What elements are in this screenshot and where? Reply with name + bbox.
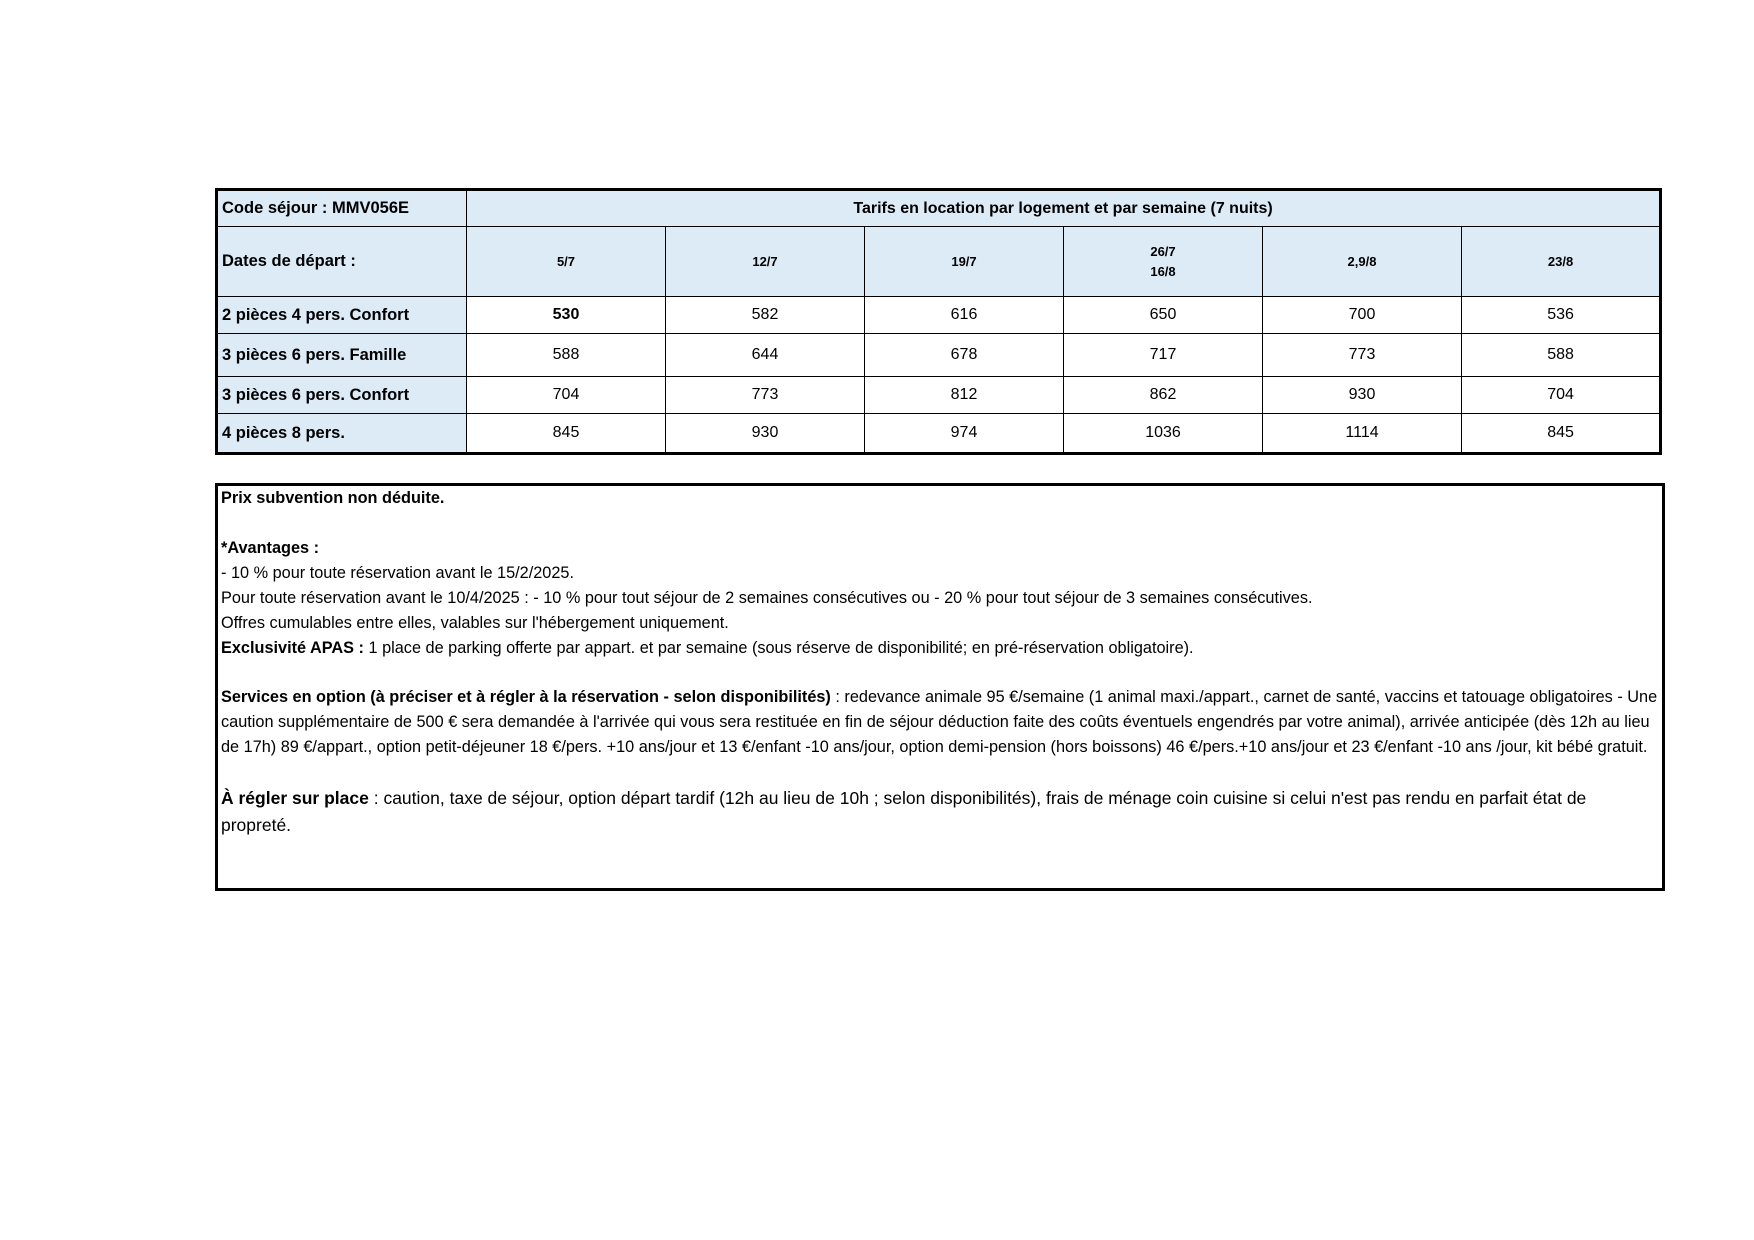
dates-row [217, 227, 1661, 297]
price-cell: 845 [467, 414, 666, 454]
price-cell: 773 [666, 377, 865, 414]
price-cell: 1114 [1263, 414, 1462, 454]
date-header: 2,9/8 [1263, 227, 1462, 297]
cumulative-offers-note: Offres cumulables entre elles, valables sur l'hébergement uniquement. [221, 614, 729, 632]
table-header-row [217, 190, 1661, 227]
advantages-title: *Avantages : [221, 539, 320, 557]
accommodation-label: 4 pièces 8 pers. [217, 414, 467, 454]
price-cell: 588 [1462, 334, 1661, 377]
table-row [217, 297, 1661, 334]
advantage-multi-week: Pour toute réservation avant le 10/4/2025 : - 10 % pour tout séjour de 2 semaines consécutives ou - 20 % pour tout séjour de 3 semaines consécutives. [221, 589, 1313, 607]
subsidy-note: Prix subvention non déduite. [221, 489, 445, 507]
date-header: 5/7 [467, 227, 666, 297]
price-cell: 930 [666, 414, 865, 454]
exclusivity-note: Exclusivité APAS : 1 place de parking offerte par appart. et par semaine (sous réserve de disponibilité; en pré-réservation obligatoire). [221, 639, 1194, 657]
price-cell: 773 [1263, 334, 1462, 377]
on-site-payment-note: À régler sur place : caution, taxe de séjour, option départ tardif (12h au lieu de 10h ; selon disponibilités), frais de ménage coin cuisine si celui n'est pas rendu en parfait état de propreté. [221, 788, 1587, 835]
table-row [217, 334, 1661, 377]
price-cell: 588 [467, 334, 666, 377]
date-header: 26/7 16/8 [1064, 227, 1263, 297]
price-cell: 974 [865, 414, 1064, 454]
optional-services-note: Services en option (à préciser et à régler à la réservation - selon disponibilités) : redevance animale 95 €/semaine (1 animal maxi./appart., carnet de santé, vaccins et tatouage obligatoires - Une caution supplémentaire de 500 € sera demandée à l'arrivée qui vous sera restituée en fin de séjour déduction faite des coûts éventuels engendrés par votre animal), arrivée anticipée (dès 12h au lieu de 17h) 89 €/appart., option petit-déjeuner 18 €/pers. +10 ans/jour et 13 €/enfant -10 ans/jour, option demi-pension (hors boissons) 46 €/pers.+10 ans/jour et 23 €/enfant -10 ans /jour, kit bébé gratuit. [221, 688, 1658, 756]
price-cell: 530 [467, 297, 666, 334]
price-cell: 704 [1462, 377, 1661, 414]
date-header: 19/7 [865, 227, 1064, 297]
tariff-header: Tarifs en location par logement et par semaine (7 nuits) [467, 190, 1661, 227]
price-cell: 717 [1064, 334, 1263, 377]
price-cell: 1036 [1064, 414, 1263, 454]
date-header: 12/7 [666, 227, 865, 297]
departure-dates-label: Dates de départ : [217, 227, 467, 297]
conditions-box [215, 483, 1665, 891]
price-cell: 845 [1462, 414, 1661, 454]
price-cell: 862 [1064, 377, 1263, 414]
advantage-early-booking: - 10 % pour toute réservation avant le 15/2/2025. [221, 564, 574, 582]
price-cell: 650 [1064, 297, 1263, 334]
price-cell: 930 [1263, 377, 1462, 414]
price-table [215, 188, 1662, 455]
price-cell: 536 [1462, 297, 1661, 334]
accommodation-label: 3 pièces 6 pers. Confort [217, 377, 467, 414]
table-row [217, 377, 1661, 414]
table-row [217, 414, 1661, 454]
accommodation-label: 2 pièces 4 pers. Confort [217, 297, 467, 334]
price-cell: 700 [1263, 297, 1462, 334]
price-cell: 644 [666, 334, 865, 377]
price-cell: 582 [666, 297, 865, 334]
price-cell: 678 [865, 334, 1064, 377]
accommodation-label: 3 pièces 6 pers. Famille [217, 334, 467, 377]
stay-code-label: Code séjour : MMV056E [217, 190, 467, 227]
price-cell: 704 [467, 377, 666, 414]
date-header: 23/8 [1462, 227, 1661, 297]
price-cell: 812 [865, 377, 1064, 414]
price-cell: 616 [865, 297, 1064, 334]
